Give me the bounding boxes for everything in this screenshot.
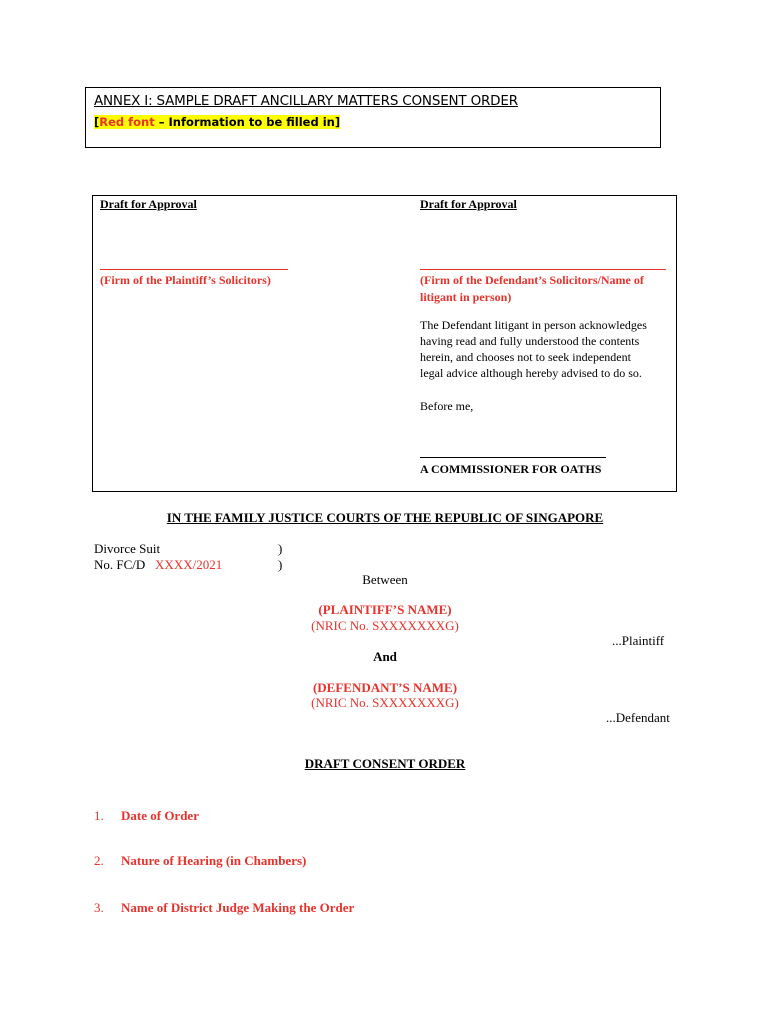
red-font-label: Red font [99,115,155,129]
court-heading: IN THE FAMILY JUSTICE COURTS OF THE REPUBLIC OF SINGAPORE [166,510,604,525]
bracket-close: ] [334,115,341,129]
before-me-text: Before me, [420,399,474,413]
acknowledgement-line3: herein, and chooses not to seek independent [420,350,631,364]
between-label: Between [362,572,408,587]
consent-order-title: DRAFT CONSENT ORDER [304,756,466,771]
order-item-number: 3. [94,900,104,915]
plaintiff-nric: (NRIC No. SXXXXXXXG) [311,618,459,633]
and-label: And [373,649,397,664]
acknowledgement-line4: legal advice although hereby advised to do so. [420,366,642,380]
defendant-role: ...Defendant [606,710,670,725]
parenthesis-2: ) [278,557,283,572]
order-item-label: Name of District Judge Making the Order [121,900,355,915]
plaintiff-role: ...Plaintiff [612,633,665,648]
plaintiff-firm-label: (Firm of the Plaintiff’s Solicitors) [100,273,271,287]
acknowledgement-line1: The Defendant litigant in person acknowledges [420,318,647,332]
order-item-label: Date of Order [121,808,199,823]
suit-number: XXXX/2021 [155,557,223,572]
defendant-firm-label-line1: (Firm of the Defendant’s Solicitors/Name of [420,273,644,287]
order-item-number: 2. [94,853,104,868]
defendant-signature-line [420,269,666,270]
annex-title: ANNEX I: SAMPLE DRAFT ANCILLARY MATTERS CONSENT ORDER [94,93,518,109]
commissioner-label: A COMMISSIONER FOR OATHS [420,462,602,476]
bracket-open: [ [94,115,100,129]
order-item-number: 1. [94,808,104,823]
plaintiff-name: (PLAINTIFF’S NAME) [318,602,452,617]
suit-number-prefix: No. FC/D [94,557,146,572]
annex-instruction [94,115,340,129]
left-approval-heading: Draft for Approval [100,197,197,211]
parenthesis-1: ) [278,541,283,556]
defendant-nric: (NRIC No. SXXXXXXXG) [311,695,459,710]
defendant-firm-label-line2: litigant in person) [420,290,512,304]
divorce-suit-label: Divorce Suit [94,541,161,556]
commissioner-signature-line [420,457,606,458]
suit-number-line [94,557,222,573]
acknowledgement-line2: having read and fully understood the contents [420,334,640,348]
plaintiff-signature-line [100,269,288,270]
defendant-name: (DEFENDANT’S NAME) [312,680,458,695]
instruction-text: – Information to be filled in [154,115,335,129]
right-approval-heading: Draft for Approval [420,197,517,211]
order-item-label: Nature of Hearing (in Chambers) [121,853,307,868]
